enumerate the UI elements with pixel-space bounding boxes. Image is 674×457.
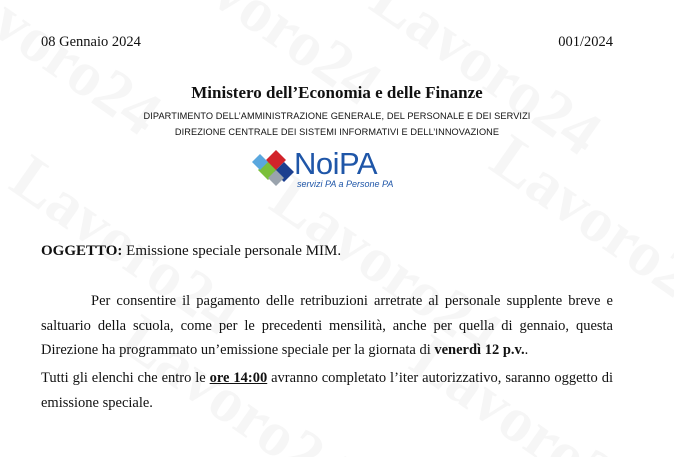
body-paragraph-1 xyxy=(41,289,613,363)
payment-date-emphasis: venerdì 12 p.v. xyxy=(434,342,525,358)
subject-text: Emissione speciale personale MIM. xyxy=(122,243,342,259)
subject-line xyxy=(41,243,341,260)
logo-tagline: servizi PA a Persone PA xyxy=(297,179,394,189)
ministry-title: Ministero dell’Economia e delle Finanze xyxy=(191,83,483,102)
logo-wordmark: NoiPA xyxy=(294,146,378,181)
paragraph-2-end: avranno completato l’iter autorizzativo, saranno oggetto di emissione speciale. xyxy=(41,370,613,411)
paragraph-2-start: Tutti gli elenchi che entro le xyxy=(41,370,210,386)
directorate-name: DIREZIONE CENTRALE DEI SISTEMI INFORMATIVI E DELL’INNOVAZIONE xyxy=(174,127,500,137)
deadline-time: ore 14:00 xyxy=(209,370,268,386)
subject-label: OGGETTO: xyxy=(41,243,123,259)
paragraph-1-end: . xyxy=(524,342,529,358)
protocol-number: 001/2024 xyxy=(558,34,613,50)
noipa-logo xyxy=(248,146,428,192)
body-paragraph-2 xyxy=(41,366,613,415)
paragraph-1-text: Per consentire il pagamento delle retribuzioni arretrate al personale supplente breve e saltuario della scuola, come per le precedenti mensilità, anche per quella di gennaio, questa Direzione ha programmato un’emissione speciale per la giornata di xyxy=(41,293,613,358)
department-name: DIPARTIMENTO DELL’AMMINISTRAZIONE GENERALE, DEL PERSONALE E DEI SERVIZI xyxy=(143,111,531,121)
document-date: 08 Gennaio 2024 xyxy=(41,34,141,50)
noipa-logo-icon xyxy=(248,150,296,190)
